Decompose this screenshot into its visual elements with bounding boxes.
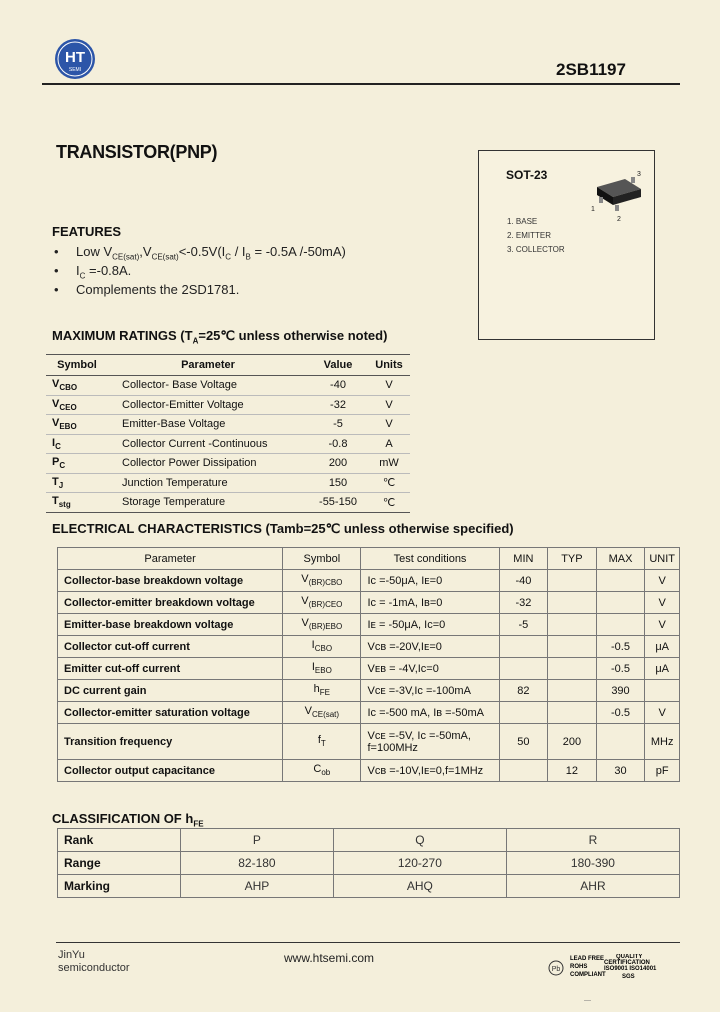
condition-cell [361,592,499,614]
row-label: Rank [58,829,181,852]
svg-text:QUALITY: QUALITY [616,954,643,960]
typ-cell: 12 [548,760,597,782]
unit-cell: V [368,395,410,415]
unit-cell: μA [645,658,680,680]
max-ratings-table [46,354,410,513]
min-cell [499,636,548,658]
max-cell [596,592,645,614]
parameter-cell: Collector cut-off current [58,636,283,658]
col-header: MAX [596,548,645,570]
col-header: Units [368,355,410,376]
table-row [46,376,410,396]
max-cell: -0.5 [596,636,645,658]
symbol-sub: EBO [59,422,77,432]
typ-cell [548,680,597,702]
class-cell: 82-180 [181,852,334,875]
value-cell: -5 [308,415,368,435]
svg-text:SGS: SGS [622,974,635,980]
part-number: 2SB1197 [556,60,626,79]
symbol-cell [283,570,361,592]
pin-desc-1: 1. BASE [507,217,538,226]
svg-text:ROHS: ROHS [570,964,588,970]
symbol-main: P [52,456,60,469]
symbol-sub: (BR)EBO [308,622,343,632]
max-cell: -0.5 [596,702,645,724]
col-header: UNIT [645,548,680,570]
parameter-cell: Emitter-Base Voltage [108,415,308,435]
condition-cell [361,724,499,760]
table-row [58,636,680,658]
min-cell: 82 [499,680,548,702]
class-cell: Q [333,829,506,852]
condition-cell [361,760,499,782]
symbol-sub: CBO [314,644,333,654]
electrical-heading: ELECTRICAL CHARACTERISTICS (Tamb=25℃ unless otherwise specified) [52,521,514,536]
parameter-cell: Collector-emitter breakdown voltage [58,592,283,614]
parameter-cell: Collector Power Dissipation [108,454,308,474]
symbol-main: f [317,734,321,747]
condition-line: f=100MHz [367,741,418,754]
unit-cell: MHz [645,724,680,760]
header-rule [42,83,680,85]
features-heading: FEATURES [52,224,122,239]
symbol-cell [283,702,361,724]
condition-cell [361,658,499,680]
parameter-cell: Collector-Emitter Voltage [108,395,308,415]
unit-cell: V [368,376,410,396]
parameter-cell: Junction Temperature [108,473,308,493]
symbol-main: I [311,639,315,652]
bullet-icon: • [54,282,59,297]
max-ratings-heading: MAXIMUM RATINGS ($T_A=25℃$ unless otherwise noted) [52,328,388,346]
parameter-cell: Collector- Base Voltage [108,376,308,396]
unit-cell: A [368,434,410,454]
symbol-main: V [301,595,309,608]
package-name: SOT-23 [506,168,548,182]
table-row [46,454,410,474]
logo-text: HT [65,49,85,66]
min-cell: -40 [499,570,548,592]
pb-free-icon: Pb [551,966,561,973]
table-row [58,760,680,782]
symbol-sub: stg [58,500,71,510]
symbol-sub: (BR)CBO [308,578,343,588]
symbol-sub: ob [321,768,331,778]
symbol-cell [283,724,361,760]
condition-cell [361,614,499,636]
min-cell: -5 [499,614,548,636]
symbol-sub: EBO [314,666,332,676]
parameter-cell: Collector output capacitance [58,760,283,782]
parameter-cell: Emitter-base breakdown voltage [58,614,283,636]
logo-subtext: SEMI [68,67,82,73]
symbol-cell [46,376,108,396]
symbol-main: I [311,661,315,674]
table-row [58,570,680,592]
condition-line: Iᴇ = -50μA, Iᴄ=0 [367,618,446,631]
classification-table [57,828,680,898]
unit-cell: ℃ [368,493,410,513]
max-cell [596,614,645,636]
electrical-table [57,547,680,782]
symbol-cell [283,592,361,614]
symbol-sub: CE(sat) [311,710,340,720]
unit-cell: V [645,592,680,614]
typ-cell [548,570,597,592]
symbol-sub: (BR)CEO [308,600,343,610]
parameter-cell: Collector-base breakdown voltage [58,570,283,592]
symbol-sub: FE [319,688,331,698]
table-row [58,614,680,636]
website-link[interactable]: www.htsemi.com [284,951,375,965]
unit-cell: V [645,614,680,636]
condition-cell [361,570,499,592]
col-header: Symbol [46,355,108,376]
row-label: Marking [58,875,181,898]
min-cell [499,760,548,782]
symbol-sub: C [55,441,61,451]
sot23-package-icon [587,169,647,229]
table-row [46,415,410,435]
pin-label-3: 3 [637,171,641,178]
condition-line: Vᴄʙ =-20V,Iᴇ=0 [367,640,442,653]
class-cell: AHP [181,875,334,898]
condition-line: Vᴄᴇ =-3V,Iᴄ =-100mA [367,684,471,697]
symbol-main: h [313,683,320,696]
symbol-main: C [313,763,322,776]
min-cell: 50 [499,724,548,760]
feature-item: • $I_C =-0.8A$. [54,263,132,281]
symbol-sub: C [59,461,66,471]
table-row [46,493,410,513]
svg-text:ISO9001 ISO14001: ISO9001 ISO14001 [604,966,657,972]
class-cell: R [506,829,679,852]
symbol-cell [46,493,108,513]
unit-cell: pF [645,760,680,782]
table-row [58,829,680,852]
value-cell: -32 [308,395,368,415]
condition-cell [361,702,499,724]
max-cell: -0.5 [596,658,645,680]
parameter-cell: Storage Temperature [108,493,308,513]
typ-cell [548,702,597,724]
max-cell [596,724,645,760]
condition-line: Iᴄ = -1mA, Iʙ=0 [367,596,443,609]
col-header: MIN [499,548,548,570]
typ-cell [548,592,597,614]
feature-item: • Low $V_{CE(sat)},V_{CE(sat)}<-0.5V(I_C / I_B = -0.5A$ /-50mA) [54,244,346,262]
col-header: TYP [548,548,597,570]
table-row [46,395,410,415]
class-cell: 180-390 [506,852,679,875]
col-header: Parameter [108,355,308,376]
typ-cell [548,636,597,658]
table-row [58,680,680,702]
symbol-cell [46,415,108,435]
col-header: Symbol [283,548,361,570]
package-box [478,150,655,340]
value-cell: -55-150 [308,493,368,513]
unit-cell: V [645,702,680,724]
value-cell: -0.8 [308,434,368,454]
col-header: Parameter [58,548,283,570]
value-cell: 200 [308,454,368,474]
condition-line: Vᴇʙ = -4V,Iᴄ=0 [367,662,439,675]
typ-cell: 200 [548,724,597,760]
symbol-sub: CBO [59,383,78,393]
symbol-cell [46,473,108,493]
symbol-cell [46,434,108,454]
table-header-row [58,548,680,570]
company-logo [54,38,96,80]
value-cell: 150 [308,473,368,493]
bullet-icon: • [54,244,59,259]
symbol-sub: T [320,739,326,749]
row-label: Range [58,852,181,875]
parameter-cell: Transition frequency [58,724,283,760]
symbol-cell [283,760,361,782]
symbol-cell [283,680,361,702]
col-header: Test conditions [361,548,499,570]
symbol-main: V [52,417,60,430]
unit-cell [645,680,680,702]
class-cell: AHR [506,875,679,898]
table-header-row [46,355,410,376]
unit-cell: mW [368,454,410,474]
unit-cell: μA [645,636,680,658]
max-cell: 390 [596,680,645,702]
symbol-cell [283,636,361,658]
company-subname: semiconductor [58,962,130,974]
class-cell: AHQ [333,875,506,898]
min-cell [499,658,548,680]
footer-rule [56,942,680,943]
table-row [46,434,410,454]
parameter-cell: Emitter cut-off current [58,658,283,680]
parameter-cell: Collector-emitter saturation voltage [58,702,283,724]
symbol-cell [46,454,108,474]
condition-cell [361,636,499,658]
symbol-cell [283,658,361,680]
pin-label-2: 2 [617,216,621,223]
symbol-cell [283,614,361,636]
symbol-main: V [304,705,312,718]
page-mark: — [584,997,591,1004]
col-header: Value [308,355,368,376]
symbol-sub: J [58,480,64,490]
table-row [58,724,680,760]
symbol-main: V [52,397,60,410]
max-cell [596,570,645,592]
min-cell: -32 [499,592,548,614]
symbol-main: T [52,495,59,508]
symbol-cell [46,395,108,415]
bullet-icon: • [54,263,59,278]
company-name: JinYu [58,949,85,961]
pin-desc-3: 3. COLLECTOR [507,245,565,254]
symbol-main: V [301,573,309,586]
pin-desc-2: 2. EMITTER [507,231,552,240]
value-cell: -40 [308,376,368,396]
svg-text:COMPLIANT: COMPLIANT [570,972,606,978]
condition-line: Vᴄʙ =-10V,Iᴇ=0,f=1MHz [367,764,484,777]
unit-cell: ℃ [368,473,410,493]
table-row [58,658,680,680]
svg-text:LEAD FREE: LEAD FREE [570,956,605,962]
parameter-cell: Collector Current -Continuous [108,434,308,454]
condition-line: Iᴄ =-500 mA, Iʙ =-50mA [367,706,484,719]
table-row [46,473,410,493]
condition-line: Vᴄᴇ =-5V, Iᴄ =-50mA, [367,729,471,742]
pin-label-1: 1 [591,206,595,213]
symbol-main: V [52,378,60,391]
typ-cell [548,614,597,636]
symbol-main: V [301,617,309,630]
max-cell: 30 [596,760,645,782]
unit-cell: V [368,415,410,435]
table-row [58,852,680,875]
table-row [58,702,680,724]
classification-heading: CLASSIFICATION OF $h_{FE}$ [52,811,204,829]
min-cell [499,702,548,724]
feature-item: • Complements the 2SD1781. [54,282,240,297]
condition-cell [361,680,499,702]
condition-line: Iᴄ =-50μA, Iᴇ=0 [367,574,443,587]
certification-marks [548,954,668,982]
parameter-cell: DC current gain [58,680,283,702]
unit-cell: V [645,570,680,592]
page-title: TRANSISTOR(PNP) [56,142,218,162]
symbol-main: I [52,436,56,449]
table-row [58,875,680,898]
symbol-sub: CEO [59,402,77,412]
table-row [58,592,680,614]
class-cell: P [181,829,334,852]
svg-text:CERTIFICATION: CERTIFICATION [604,960,650,966]
class-cell: 120-270 [333,852,506,875]
symbol-main: T [52,475,59,488]
typ-cell [548,658,597,680]
